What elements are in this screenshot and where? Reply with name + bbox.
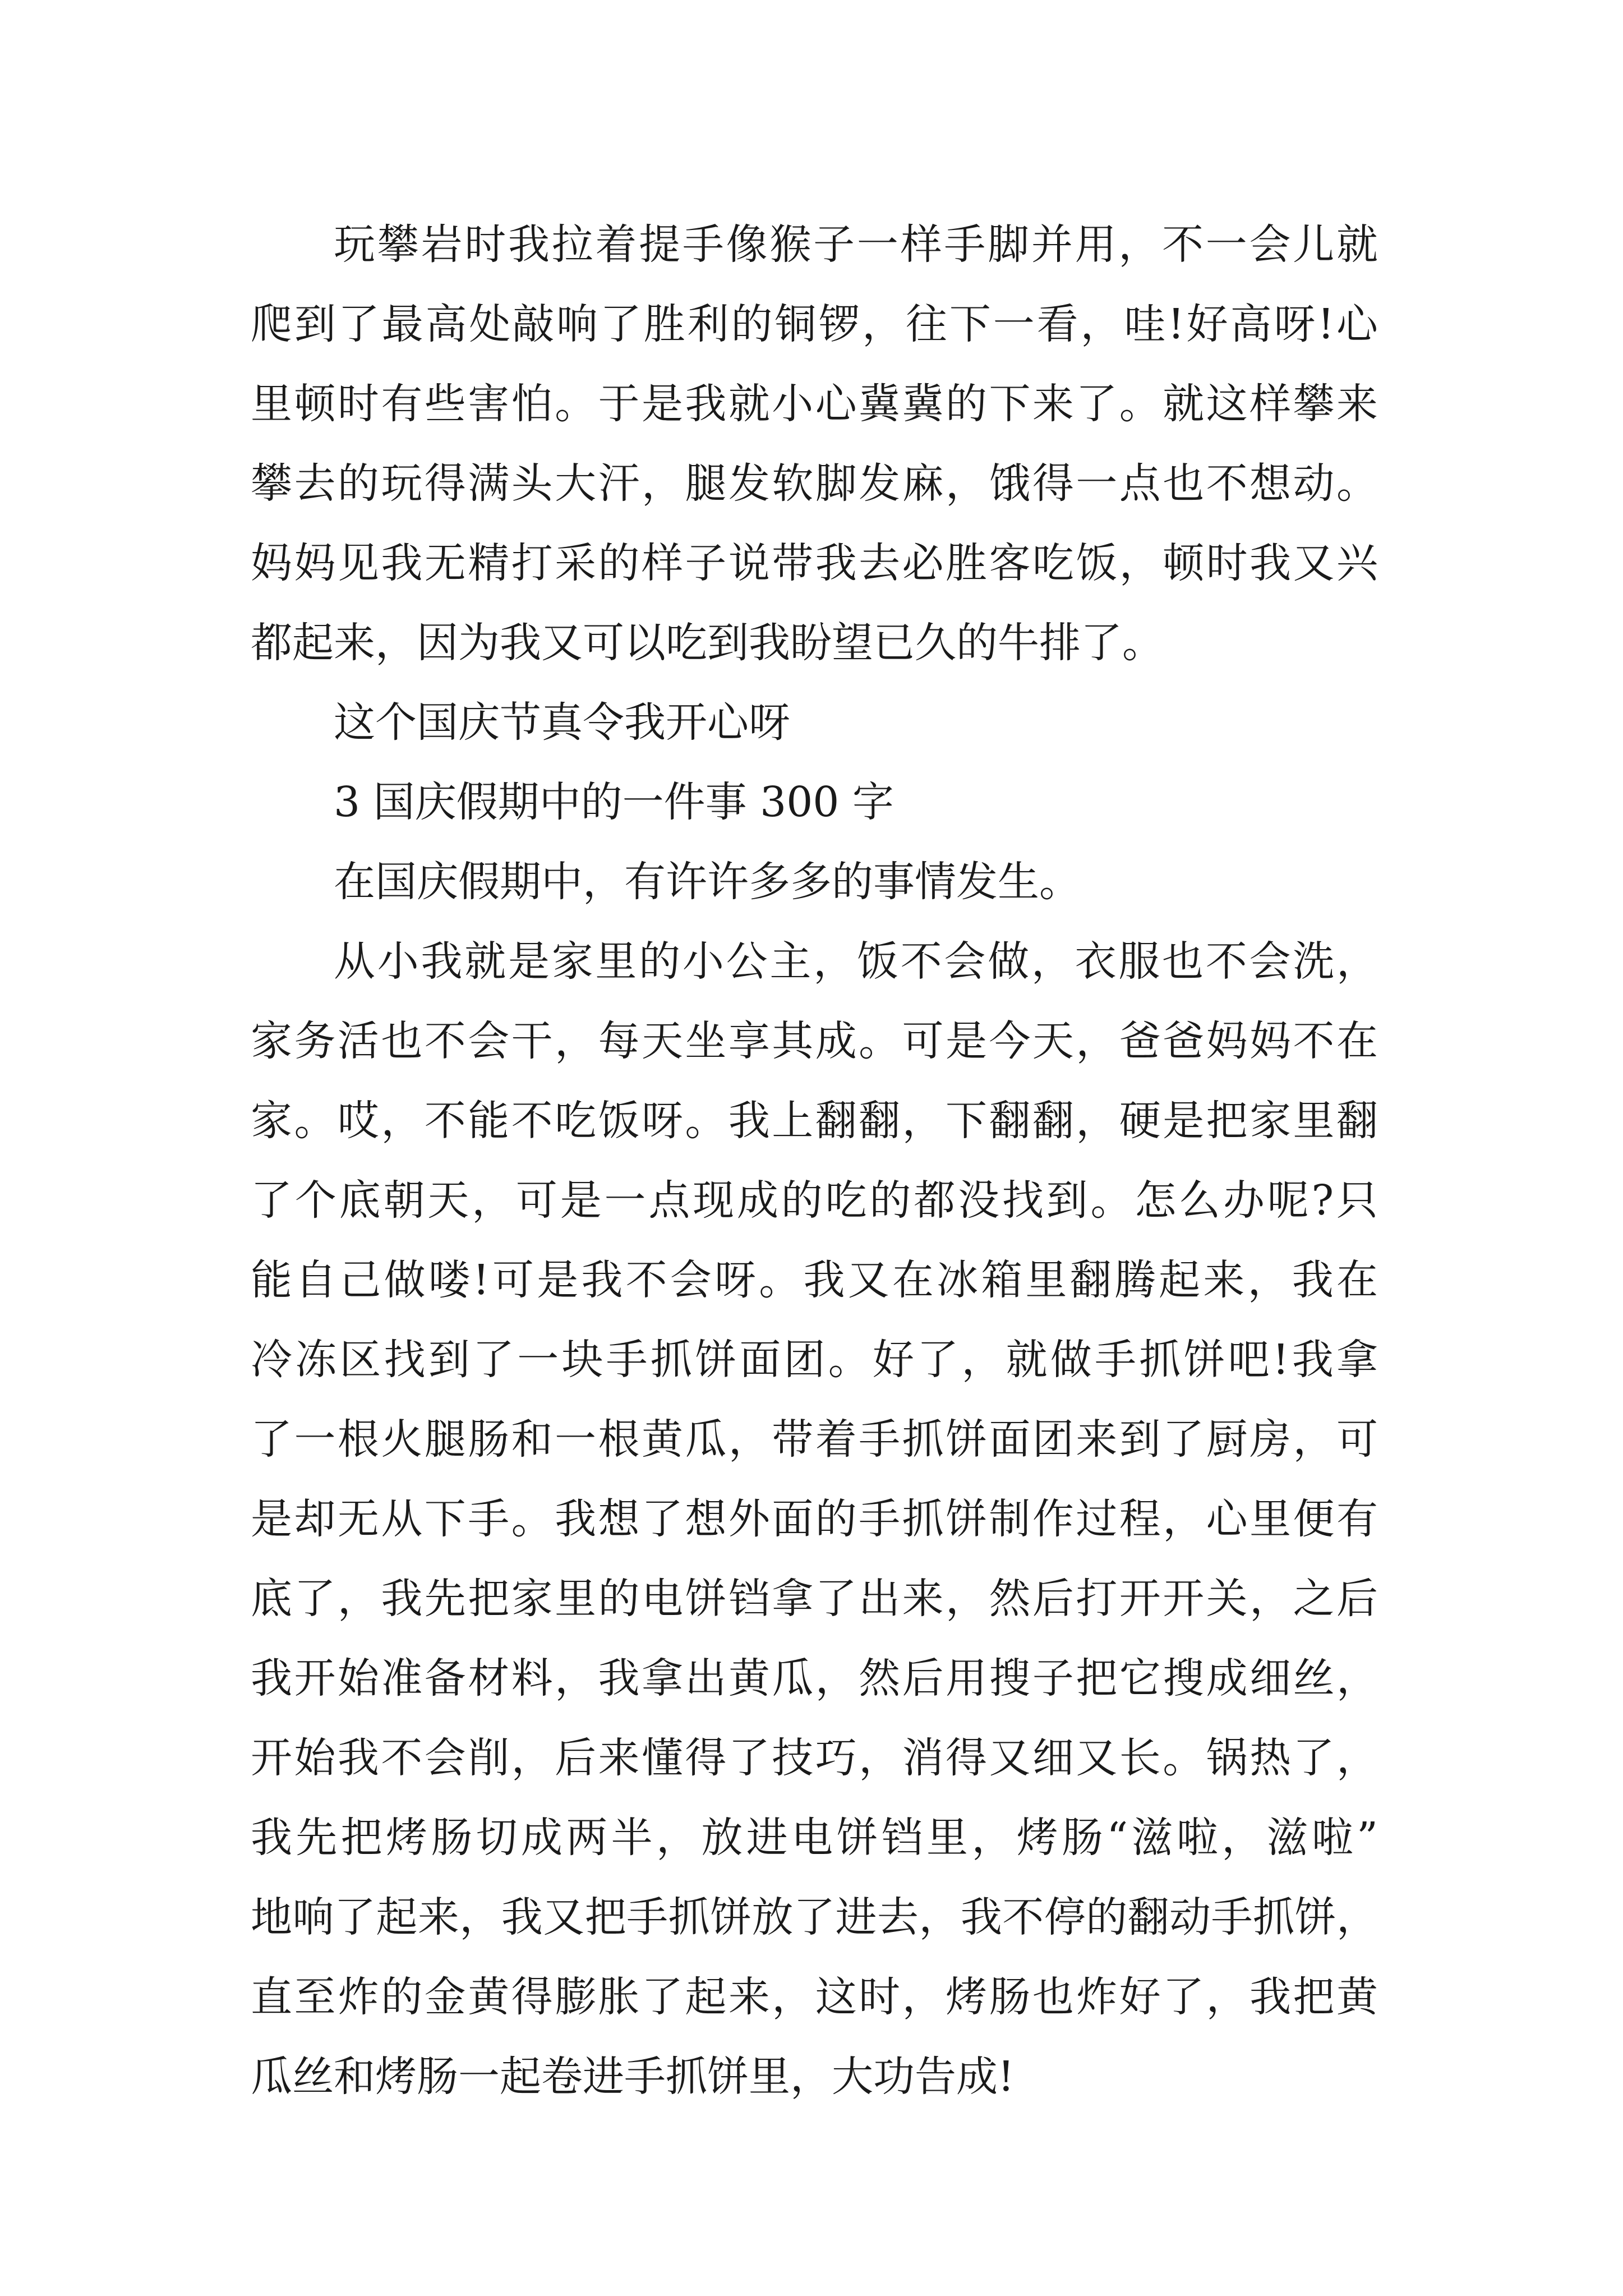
text-line: 这个国庆节真令我开心呀 [334,698,790,747]
text-line: 从小我就是家里的小公主，饭不会做，衣服也不会洗， [334,937,1378,986]
text-line: 我开始准备材料，我拿出黄瓜，然后用搜子把它搜成细丝， [251,1654,1378,1703]
text-line: 地响了起来，我又把手抓饼放了进去，我不停的翻动手抓饼， [251,1893,1378,1941]
text-line: 里顿时有些害怕。于是我就小心冀冀的下来了。就这样攀来 [251,380,1378,428]
text-line: 冷冻区找到了一块手抓饼面团。好了，就做手抓饼吧!我拿 [251,1336,1378,1384]
text-line: 爬到了最高处敲响了胜利的铜锣，往下一看，哇!好高呀!心 [251,300,1378,348]
text-line: 玩攀岩时我拉着提手像猴子一样手脚并用，不一会儿就 [334,220,1378,269]
text-line: 能自己做喽!可是我不会呀。我又在冰箱里翻腾起来，我在 [251,1256,1378,1304]
text-line: 瓜丝和烤肠一起卷进手抓饼里，大功告成! [251,2053,1015,2101]
text-line: 攀去的玩得满头大汗，腿发软脚发麻，饿得一点也不想动。 [251,459,1378,508]
text-line: 开始我不会削，后来懂得了技巧，消得又细又长。锅热了， [251,1734,1378,1782]
section-heading: 3 国庆假期中的一件事 300 字 [334,778,894,826]
text-line: 了一根火腿肠和一根黄瓜，带着手抓饼面团来到了厨房，可 [251,1415,1378,1464]
text-line: 了个底朝天，可是一点现成的吃的都没找到。怎么办呢?只 [251,1176,1378,1225]
text-line: 都起来，因为我又可以吃到我盼望已久的牛排了。 [251,619,1164,667]
text-line: 我先把烤肠切成两半，放进电饼铛里，烤肠“滋啦，滋啦” [251,1814,1378,1862]
text-line: 家。哎，不能不吃饭呀。我上翻翻，下翻翻，硬是把家里翻 [251,1097,1378,1145]
text-line: 底了，我先把家里的电饼铛拿了出来，然后打开开关，之后 [251,1575,1378,1623]
text-line: 妈妈见我无精打采的样子说带我去必胜客吃饭，顿时我又兴 [251,539,1378,587]
text-line: 直至炸的金黄得膨胀了起来，这时，烤肠也炸好了，我把黄 [251,1973,1378,2021]
document-body [251,205,1378,2116]
text-line: 家务活也不会干，每天坐享其成。可是今天，爸爸妈妈不在 [251,1017,1378,1065]
text-line: 在国庆假期中，有许许多多的事情发生。 [334,858,1081,906]
text-line: 是却无从下手。我想了想外面的手抓饼制作过程，心里便有 [251,1495,1378,1543]
